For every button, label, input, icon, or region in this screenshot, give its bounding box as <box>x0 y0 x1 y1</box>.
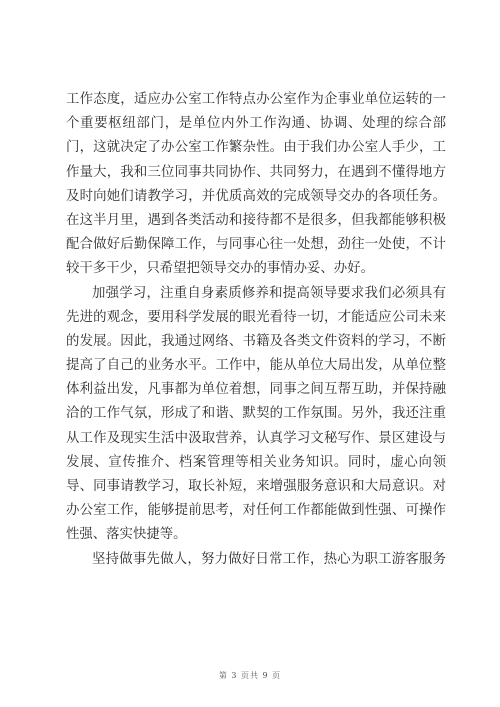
text-line: 在这半月里，遇到各类活动和接待都不是很多，但我都能够积极 <box>66 212 446 228</box>
text-line: 洽的工作气氛，形成了和谐、默契的工作氛围。另外，我还注重 <box>66 406 446 422</box>
text-line: 及时向她们请教学习，并优质高效的完成领导交办的各项任务。 <box>66 188 446 204</box>
document-body <box>66 88 446 572</box>
text-line: 个重要枢纽部门，是单位内外工作沟通、协调、处理的综合部 <box>66 116 446 132</box>
text-line: 体利益出发，凡事都为单位着想，同事之间互帮互助，并保持融 <box>66 382 446 398</box>
page-number-footer: 第 3 页共 9 页 <box>218 671 282 680</box>
text-line: 工作态度，适应办公室工作特点办公室作为企事业单位运转的一 <box>66 92 446 107</box>
text-line: 办公室工作，能够提前思考，对任何工作都能做到性强、可操作 <box>66 503 446 519</box>
text-line: 先进的观念，要用科学发展的眼光看待一切，才能适应公司未来 <box>66 309 446 325</box>
text-line: 性强、落实快捷等。 <box>66 527 187 543</box>
text-line: 提高了自己的业务水平。工作中，能从单位大局出发，从单位整 <box>66 358 446 374</box>
text-line: 导、同事请教学习，取长补短，来增强服务意识和大局意识。对 <box>66 479 446 494</box>
text-line: 门，这就决定了办公室工作繁杂性。由于我们办公室人手少，工 <box>66 140 446 156</box>
text-line: 从工作及现实生活中汲取营养，认真学习文秘写作、景区建设与 <box>66 430 446 446</box>
paragraph-first-line: 加强学习，注重自身素质修养和提高领导要求我们必须具有 <box>92 285 446 301</box>
text-line: 发展、宣传推介、档案管理等相关业务知识。同时，虚心向领 <box>66 454 446 470</box>
text-line: 的发展。因此，我通过网络、书籍及各类文件资料的学习，不断 <box>66 333 446 349</box>
text-line: 较干多干少，只希望把领导交办的事情办妥、办好。 <box>66 261 374 277</box>
text-line: 作量大，我和三位同事共同协作、共同努力，在遇到不懂得地方 <box>66 164 446 180</box>
text-line: 配合做好后勤保障工作，与同事心往一处想，劲往一处使，不计 <box>66 237 446 253</box>
paragraph-first-line: 坚持做事先做人，努力做好日常工作，热心为职工游客服务 <box>92 551 446 567</box>
